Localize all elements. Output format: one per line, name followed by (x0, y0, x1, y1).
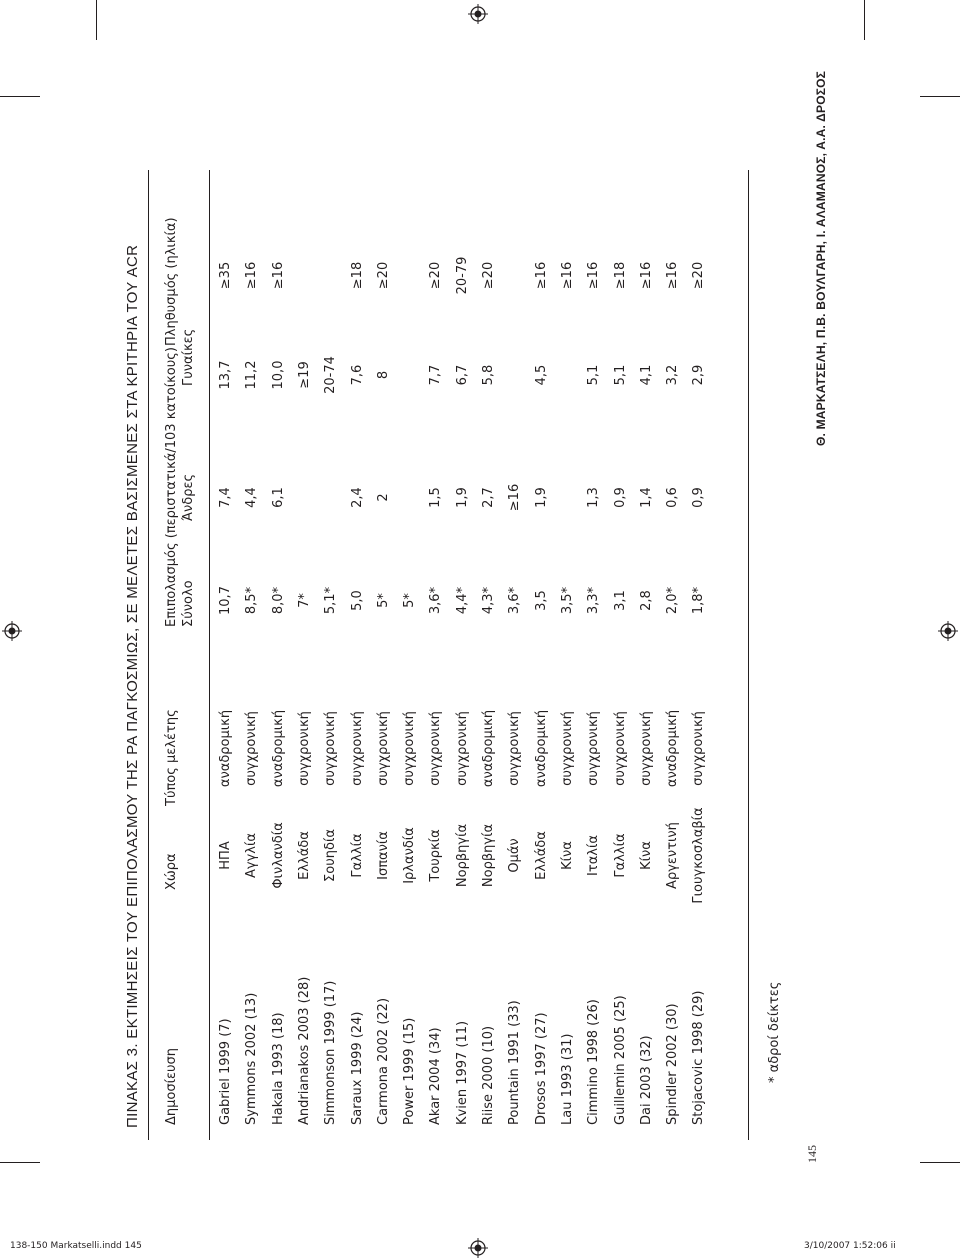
cell-population: ≥16 (244, 261, 260, 290)
cell-men: 1,4 (638, 487, 654, 508)
cell-publication: Dai 2003 (32) (638, 1035, 654, 1125)
table-header-rule (209, 170, 210, 1140)
cell-publication: Cimmino 1998 (26) (586, 999, 602, 1125)
header-women: Γυναίκες (181, 328, 196, 386)
cell-country: Γιουγκοσλαβία (691, 807, 707, 904)
cell-men: ≥16 (507, 483, 523, 512)
cell-total: 5,1* (323, 586, 339, 615)
cell-country: Γαλλία (349, 833, 365, 878)
header-total: Σύνολο (181, 580, 196, 627)
cell-population: ≥18 (349, 261, 365, 290)
header-prevalence: Επιπολασμός (περιστατικά/103 κατοίκους) (164, 347, 179, 627)
cell-study-type: συγχρονική (638, 711, 654, 786)
cell-publication: Lau 1993 (31) (559, 1033, 575, 1125)
cell-publication: Simmonson 1999 (17) (323, 980, 339, 1125)
cell-study-type: συγχρονική (586, 711, 602, 786)
cell-population: ≥20 (481, 261, 496, 290)
crop-mark (920, 96, 960, 97)
cell-total: 2,0* (665, 586, 681, 615)
registration-mark-icon (2, 621, 22, 641)
table-top-rule (148, 170, 149, 1140)
cell-country: Αργεντινή (665, 822, 681, 889)
header-population: Πληθυσμός (ηλικία) (164, 217, 179, 346)
crop-mark (920, 1162, 960, 1163)
cell-men: 0,6 (665, 487, 681, 508)
cell-country: Κίνα (638, 841, 654, 870)
running-head: Θ. ΜΑΡΚΑΤΣΕΛΗ, Π.Β. ΒΟΥΛΓΑΡΗ, Ι. ΑΛΑΜΑΝΟΣ, Α.Α. ΔΡΟΣΟΣ (814, 70, 828, 446)
cell-total: 4,3* (481, 586, 496, 615)
cell-country: Ιταλία (586, 835, 602, 876)
cell-men: 2,7 (481, 487, 496, 508)
cell-country: Ελλάδα (296, 831, 312, 880)
cell-country: Ομάν (507, 838, 523, 873)
cell-women: 20-74 (323, 356, 339, 394)
cell-men: 0,9 (691, 487, 707, 508)
cell-country: Γαλλία (612, 833, 628, 878)
cell-study-type: συγχρονική (244, 711, 260, 786)
cell-publication: Andrianakos 2003 (28) (296, 976, 312, 1125)
cell-population: 20-79 (454, 256, 470, 295)
cell-total: 3,5 (533, 590, 549, 611)
cell-total: 3,6* (507, 586, 523, 615)
cell-men: 2 (375, 493, 391, 502)
cell-men: 1,9 (454, 487, 470, 508)
cell-total: 3,5* (559, 586, 575, 615)
header-men: Άνδρες (181, 473, 196, 521)
cell-men: 0,9 (612, 487, 628, 508)
cell-total: 2,8 (638, 590, 654, 611)
cell-publication: Riise 2000 (10) (481, 1025, 496, 1125)
cell-publication: Carmona 2002 (22) (375, 997, 391, 1125)
cell-women: 7,6 (349, 364, 365, 386)
cell-country: Φινλανδία (270, 822, 286, 889)
cell-study-type: συγχρονική (375, 711, 391, 786)
cell-population: ≥16 (586, 261, 602, 290)
crop-mark (0, 1162, 40, 1163)
crop-mark (0, 96, 40, 97)
cell-men: 2,4 (349, 487, 365, 508)
cell-men: 6,1 (270, 487, 286, 508)
cell-country: Αγγλία (244, 833, 260, 878)
cell-country: Τουρκία (428, 829, 444, 882)
cell-total: 3,6* (428, 586, 444, 615)
cell-population: ≥16 (665, 261, 681, 290)
cell-women: 6,7 (454, 364, 470, 386)
cell-publication: Akar 2004 (34) (428, 1027, 444, 1125)
header-study-type: Τύπος μελέτης (164, 709, 179, 806)
cell-country: Ισπανία (375, 831, 391, 880)
cell-men: 1,5 (428, 487, 444, 508)
cell-publication: Symmons 2002 (13) (244, 992, 260, 1125)
cell-publication: Drosos 1997 (27) (533, 1012, 549, 1125)
cell-women: 4,1 (638, 364, 654, 386)
cell-study-type: συγχρονική (507, 711, 523, 786)
cell-women: ≥19 (296, 361, 312, 389)
cell-population: ≥20 (428, 261, 444, 290)
page-number: 145 (805, 1145, 819, 1163)
cell-country: Σουηδία (323, 829, 339, 882)
cell-study-type: συγχρονική (296, 711, 312, 786)
cell-men: 1,9 (533, 487, 549, 508)
cell-women: 10,0 (270, 360, 286, 390)
cell-country: Κίνα (559, 841, 575, 870)
cell-publication: Gabriel 1999 (7) (218, 1018, 233, 1125)
cell-population: ≥18 (612, 261, 628, 290)
cell-publication: Pountain 1991 (33) (507, 1000, 523, 1125)
cell-total: 5* (375, 593, 391, 608)
header-publication: Δημοσίευση (164, 1047, 179, 1125)
cell-women: 11,2 (244, 360, 260, 390)
cell-total: 3,1 (612, 590, 628, 611)
slug-timestamp: 3/10/2007 1:52:06 ii (804, 1241, 896, 1251)
cell-population: ≥16 (270, 261, 286, 290)
cell-women: 5,8 (481, 364, 496, 386)
cell-women: 8 (375, 370, 391, 380)
header-country: Χώρα (164, 853, 179, 890)
registration-mark-icon (938, 621, 958, 641)
cell-population: ≥35 (218, 261, 233, 290)
cell-publication: Power 1999 (15) (402, 1017, 418, 1125)
cell-publication: Guillemin 2005 (25) (612, 995, 628, 1125)
cell-publication: Spindler 2002 (30) (665, 1003, 681, 1125)
cell-total: 1,8* (691, 586, 707, 615)
cell-total: 8,0* (270, 586, 286, 615)
cell-country: Νορβηγία (481, 823, 496, 888)
cell-study-type: συγχρονική (691, 711, 707, 786)
cell-study-type: συγχρονική (454, 711, 470, 786)
cell-publication: Stojacovic 1998 (29) (691, 990, 707, 1125)
cell-study-type: αναδρομική (665, 709, 681, 788)
cell-population: ≥20 (375, 261, 391, 290)
footnote: * αδροί δείκτες (767, 981, 782, 1083)
cell-country: ΗΠΑ (218, 841, 233, 870)
cell-publication: Hakala 1993 (18) (270, 1012, 286, 1125)
cell-women: 5,1 (586, 364, 602, 386)
cell-study-type: συγχρονική (323, 711, 339, 786)
cell-study-type: συγχρονική (428, 711, 444, 786)
table-bottom-rule (748, 170, 749, 1140)
cell-country: Νορβηγία (454, 823, 470, 888)
registration-mark-icon (468, 1238, 488, 1258)
cell-population: ≥16 (533, 261, 549, 290)
cell-total: 4,4* (454, 586, 470, 615)
cell-study-type: συγχρονική (612, 711, 628, 786)
cell-study-type: αναδρομική (481, 709, 496, 788)
table-title: ΠΙΝΑΚΑΣ 3. ΕΚΤΙΜΗΣΕΙΣ ΤΟΥ ΕΠΙΠΟΛΑΣΜΟΥ ΤΗΣ ΡΑ ΠΑΓΚΟΣΜΙΩΣ, ΣΕ ΜΕΛΕΤΕΣ ΒΑΣΙΣΜΕΝΕΣ ΣΤΑ ΚΡΙΤΗΡΙΑ ΤΟΥ ACR (124, 244, 141, 1128)
slug-file-info: 138-150 Markatselli.indd 145 (10, 1241, 142, 1251)
cell-study-type: αναδρομική (218, 709, 233, 788)
cell-men: 4,4 (244, 487, 260, 508)
cell-study-type: συγχρονική (559, 711, 575, 786)
cell-study-type: αναδρομική (533, 709, 549, 788)
cell-total: 8,5* (244, 586, 260, 615)
cell-women: 5,1 (612, 364, 628, 386)
cell-total: 3,3* (586, 586, 602, 615)
cell-country: Ελλάδα (533, 831, 549, 880)
cell-total: 10,7 (218, 586, 233, 615)
cell-total: 7* (296, 593, 312, 608)
registration-mark-icon (468, 4, 488, 24)
cell-publication: Saraux 1999 (24) (349, 1011, 365, 1125)
cell-women: 4,5 (533, 364, 549, 386)
cell-women: 3,2 (665, 364, 681, 386)
cell-women: 7,7 (428, 364, 444, 386)
cell-population: ≥16 (638, 261, 654, 290)
crop-mark (96, 0, 97, 40)
cell-population: ≥20 (691, 261, 707, 290)
cell-study-type: συγχρονική (402, 711, 418, 786)
cell-men: 1,3 (586, 487, 602, 508)
cell-men: 7,4 (218, 487, 233, 508)
cell-total: 5,0 (349, 590, 365, 611)
crop-mark (864, 0, 865, 40)
cell-population: ≥16 (559, 261, 575, 290)
cell-women: 13,7 (218, 360, 233, 390)
cell-publication: Kvien 1997 (11) (454, 1020, 470, 1125)
cell-study-type: αναδρομική (270, 709, 286, 788)
cell-country: Ιρλανδία (402, 827, 418, 884)
cell-study-type: συγχρονική (349, 711, 365, 786)
cell-women: 2,9 (691, 364, 707, 386)
cell-total: 5* (402, 593, 418, 608)
